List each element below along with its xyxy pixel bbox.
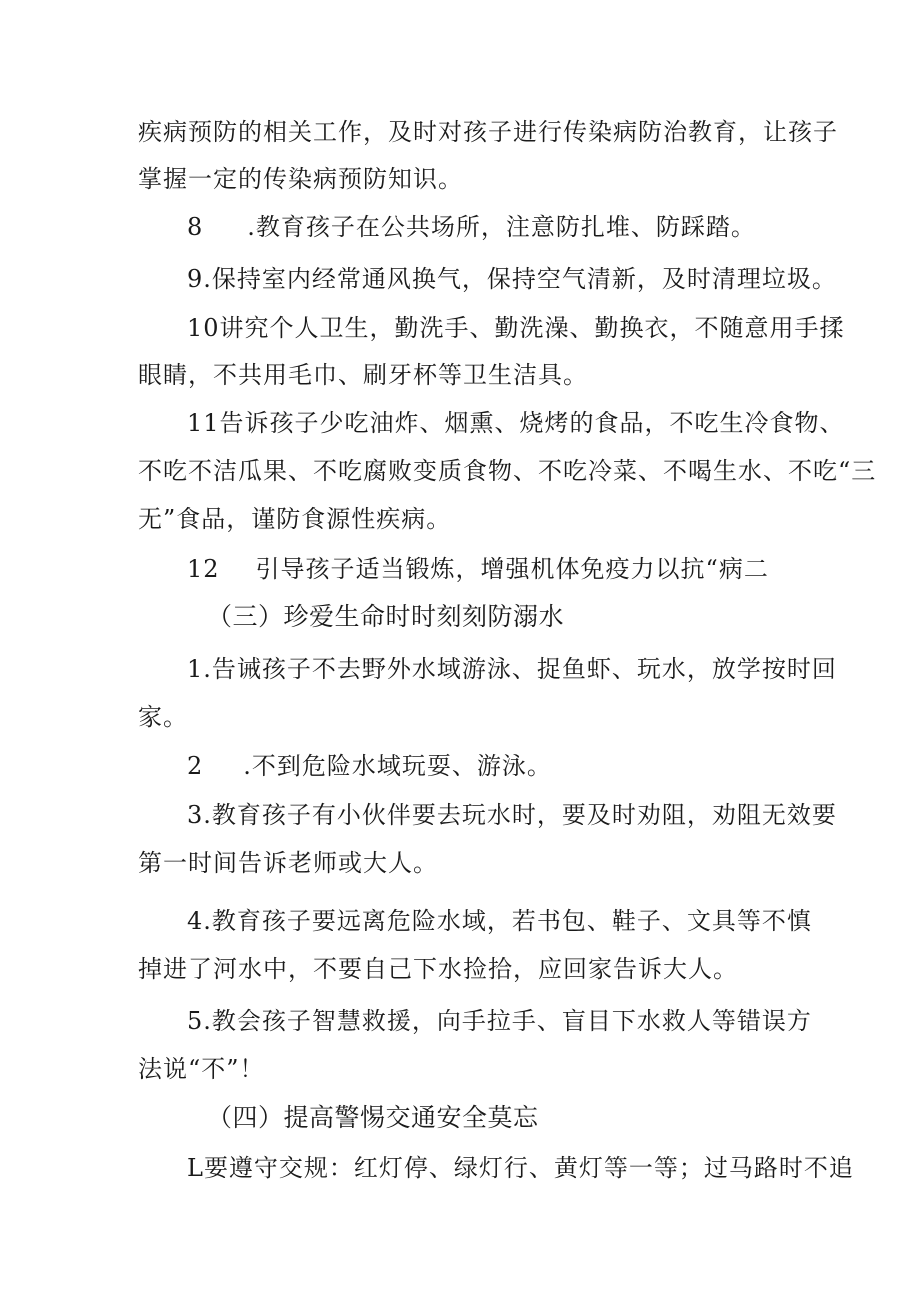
list-number: 8	[187, 213, 204, 241]
section-heading-4: （四）提高警惕交通安全莫忘	[207, 1103, 539, 1132]
paragraph-line: 第一时间告诉老师或大人。	[138, 849, 438, 877]
list-number: 12	[187, 555, 220, 583]
paragraph-line: 法说“不”！	[138, 1055, 265, 1083]
paragraph-line: 掌握一定的传染病预防知识。	[138, 165, 463, 193]
paragraph-line: 家。	[138, 703, 188, 731]
list-number: 2	[187, 752, 204, 780]
list-item-1: 1.告诫孩子不去野外水域游泳、捉鱼虾、玩水，放学按时回	[187, 655, 837, 683]
paragraph-line: 疾病预防的相关工作，及时对孩子进行传染病防治教育，让孩子	[138, 118, 838, 146]
section-heading-3: （三）珍爱生命时时刻刻防溺水	[207, 602, 565, 631]
paragraph-line: 掉进了河水中，不要自己下水捡拾，应回家告诉大人。	[138, 955, 738, 983]
list-text: .教育孩子在公共场所，注意防扎堆、防踩踏。	[247, 213, 756, 241]
list-item-4: 4.教育孩子要远离危险水域，若书包、鞋子、文具等不慎	[187, 907, 812, 935]
list-item-L: L要遵守交规：红灯停、绿灯行、黄灯等一等；过马路时不追	[187, 1154, 854, 1182]
list-item-9: 9.保持室内经常通风换气，保持空气清新，及时清理垃圾。	[187, 265, 837, 293]
list-text: .不到危险水域玩耍、游泳。	[243, 752, 552, 780]
list-text: 引导孩子适当锻炼，增强机体免疫力以抗“病二	[255, 555, 769, 583]
paragraph-line: 不吃不洁瓜果、不吃腐败变质食物、不吃冷菜、不喝生水、不吃“三	[138, 457, 877, 485]
list-item-3: 3.教育孩子有小伙伴要去玩水时，要及时劝阻，劝阻无效要	[187, 801, 837, 829]
list-item-10: 10讲究个人卫生，勤洗手、勤洗澡、勤换衣，不随意用手揉	[187, 314, 845, 342]
list-item-11: 11告诉孩子少吃油炸、烟熏、烧烤的食品，不吃生冷食物、	[187, 409, 845, 437]
list-item-12	[187, 554, 769, 584]
paragraph-line: 无”食品，谨防食源性疾病。	[138, 505, 452, 533]
list-item-5: 5.教会孩子智慧救援，向手拉手、盲目下水救人等错误方	[187, 1007, 812, 1035]
list-item-8	[187, 212, 756, 242]
paragraph-line: 眼睛，不共用毛巾、刷牙杯等卫生洁具。	[138, 361, 588, 389]
list-item-2	[187, 751, 552, 781]
